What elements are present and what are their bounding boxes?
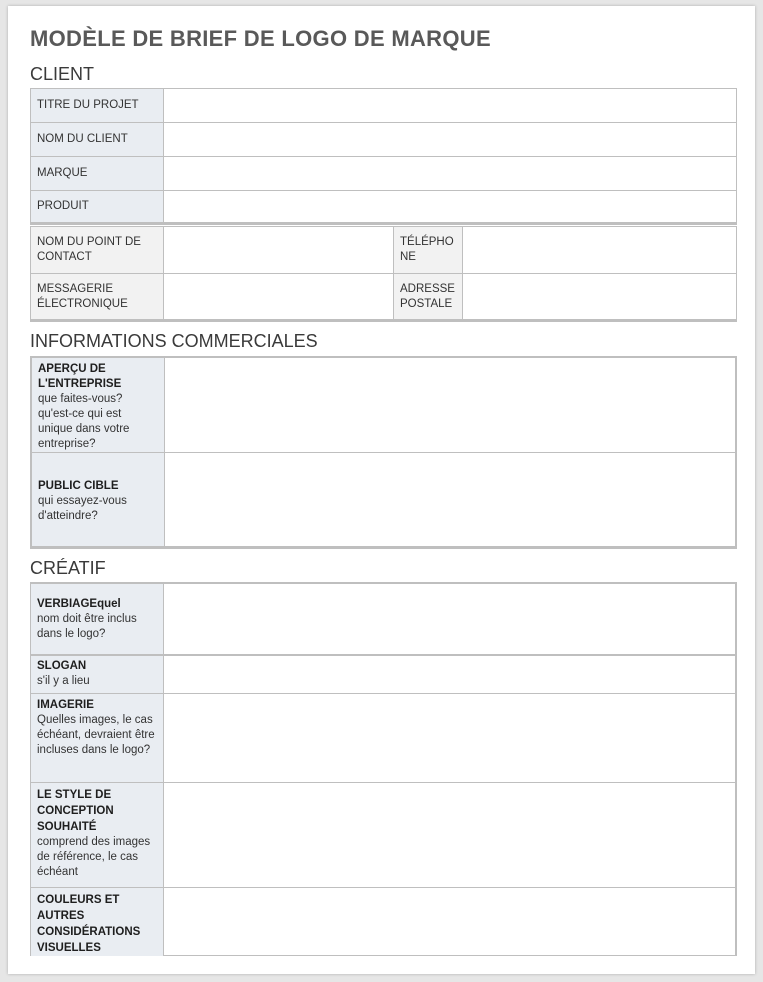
phone-label: TÉLÉPHO NE <box>394 227 463 274</box>
imagery-label <box>31 693 164 782</box>
company-overview-label <box>31 357 164 453</box>
table-row <box>31 227 737 274</box>
section-heading-creative: CRÉATIF <box>30 558 106 578</box>
company-overview-hint: que faites-vous? qu'est-ce qui est unique dans votre entreprise? <box>38 393 130 450</box>
brand-field[interactable] <box>164 157 737 191</box>
target-audience-title: PUBLIC CIBLE <box>38 480 119 492</box>
imagery-field[interactable] <box>164 693 737 782</box>
project-title-field[interactable] <box>164 89 737 123</box>
client-info-table <box>30 88 737 225</box>
imagery-title: IMAGERIE <box>37 698 94 711</box>
document-page <box>8 6 755 974</box>
table-row <box>31 123 737 157</box>
contact-name-field[interactable] <box>164 227 394 274</box>
client-name-field[interactable] <box>164 123 737 157</box>
table-row <box>31 157 737 191</box>
table-row <box>31 453 736 548</box>
slogan-hint: s'il y a lieu <box>37 675 90 688</box>
verbiage-label <box>31 583 164 655</box>
product-field[interactable] <box>164 191 737 224</box>
slogan-field[interactable] <box>164 655 737 693</box>
table-row <box>31 357 736 453</box>
company-overview-field[interactable] <box>164 357 736 453</box>
email-field[interactable] <box>164 274 394 321</box>
page-title: MODÈLE DE BRIEF DE LOGO DE MARQUE <box>30 26 491 51</box>
design-style-title: LE STYLE DE CONCEPTION SOUHAITÉ <box>37 788 114 833</box>
brand-label: MARQUE <box>31 157 164 191</box>
design-style-label <box>31 782 164 887</box>
contact-table <box>30 226 737 322</box>
design-style-hint: comprend des images de référence, le cas échéant <box>37 835 151 878</box>
product-label: PRODUIT <box>31 191 164 224</box>
slogan-label <box>31 655 164 693</box>
colors-label <box>31 887 164 956</box>
email-label: MESSAGERIE ÉLECTRONIQUE <box>31 274 164 321</box>
table-row <box>31 583 737 655</box>
verbiage-hint: nom doit être inclus dans le logo? <box>37 612 137 640</box>
phone-field[interactable] <box>463 227 737 274</box>
section-heading-client: CLIENT <box>30 64 95 84</box>
creative-table <box>30 582 737 956</box>
table-row <box>31 655 737 693</box>
postal-address-label: ADRESSE POSTALE <box>394 274 463 321</box>
imagery-hint: Quelles images, le cas échéant, devraient être incluses dans le logo? <box>37 713 155 756</box>
business-info-table <box>30 356 737 549</box>
colors-title: COULEURS ET AUTRES CONSIDÉRATIONS VISUELLES <box>37 893 141 954</box>
slogan-title: SLOGAN <box>37 660 87 673</box>
table-row <box>31 693 737 782</box>
table-row <box>31 887 737 956</box>
table-row <box>31 274 737 321</box>
design-style-field[interactable] <box>164 782 737 887</box>
project-title-label: TITRE DU PROJET <box>31 89 164 123</box>
verbiage-field[interactable] <box>164 583 737 655</box>
verbiage-title: VERBIAGE <box>37 597 98 610</box>
table-row <box>31 191 737 224</box>
verbiage-title-suffix: quel <box>97 597 121 610</box>
client-name-label: NOM DU CLIENT <box>31 123 164 157</box>
company-overview-title: APERÇU DE L'ENTREPRISE <box>38 363 122 390</box>
postal-address-field[interactable] <box>463 274 737 321</box>
target-audience-field[interactable] <box>164 453 736 548</box>
section-heading-business: INFORMATIONS COMMERCIALES <box>30 331 318 351</box>
target-audience-label <box>31 453 164 548</box>
contact-name-label: NOM DU POINT DE CONTACT <box>31 227 164 274</box>
colors-field[interactable] <box>164 887 737 956</box>
table-row <box>31 89 737 123</box>
table-row <box>31 782 737 887</box>
target-audience-hint: qui essayez-vous d'atteindre? <box>38 495 127 522</box>
